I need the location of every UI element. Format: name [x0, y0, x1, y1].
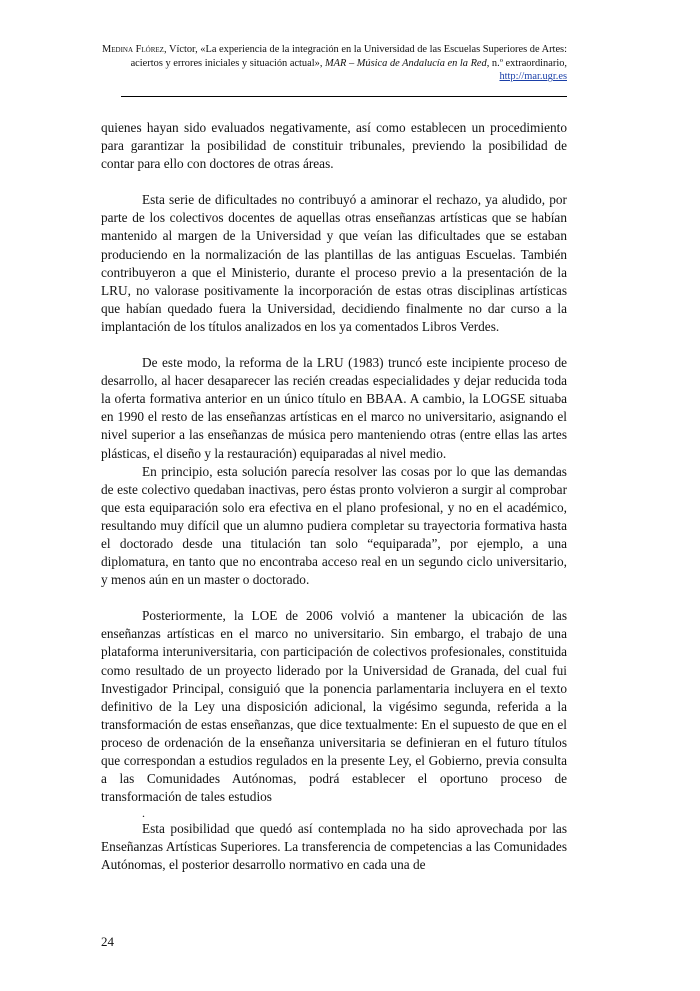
running-header [87, 43, 567, 84]
header-journal-link[interactable]: http://mar.ugr.es [499, 71, 567, 83]
paragraph: Posteriormente, la LOE de 2006 volvió a mantener la ubicación de las enseñanzas artísticas en el marco no universitario. Sin embargo, el trabajo de una plataforma interuniversitaria, con participación de colectivos profesionales, constituida como resultado de un proyecto liderado por la Universidad de Granada, del cual fui Investigador Principal, consiguió que la ponencia parlamentaria incluyera en el texto definitivo de la Ley una disposición adicional, la vigésimo segunda, referida a la transformación de estas enseñanzas, que dice textualmente: En el supuesto de que en el proceso de ordenación de la enseñanza universitaria se definieran en el futuro títulos que correspondan a estudios regulados en la presente Ley, el Gobierno, previa consulta a las Comunidades Autónomas, podrá establecer el oportuno proceso de transformación de tales estudios [101, 608, 567, 805]
body-text [101, 119, 567, 875]
header-citation: , Víctor, «La experiencia de la integración en la Universidad de las Escuelas Superiores de Artes: aciertos y errores iniciales y situación actual», [130, 44, 567, 69]
header-issue: , n.º extraordinario, [486, 57, 567, 69]
header-rule [121, 96, 567, 97]
header-journal-title: MAR – Música de Andalucía en la Red [325, 57, 487, 69]
paragraph-continuation: quienes hayan sido evaluados negativamente, así como establecen un procedimiento para garantizar la posibilidad de constituir tribunales, previendo la posibilidad de contar para ello con doctores de otras áreas. [101, 120, 567, 172]
paragraph: En principio, esta solución parecía resolver las cosas por lo que las demandas de este colectivo quedaban inactivas, pero éstas pronto volvieron a surgir al comprobar que esta equiparación solo era efectiva en el plano profesional, y no en el académico, resultando muy difícil que un alumno pudiera completar su trayectoria formativa hasta el doctorado desde una titulación tan solo “equiparada”, por ejemplo, a una diplomatura, en tanto que no encontraba acceso real en un segundo ciclo universitario, y menos aún en un master o doctorado. [101, 463, 567, 588]
paragraph: Esta posibilidad que quedó así contemplada no ha sido aprovechada por las Enseñanzas Artísticas Superiores. La transferencia de competencias a las Comunidades Autónomas, el posterior desarrollo normativo en cada una de [101, 821, 567, 873]
page-number: 24 [101, 934, 114, 949]
header-author-surname: Medina Flórez [102, 44, 164, 55]
paragraph: De este modo, la reforma de la LRU (1983) truncó este incipiente proceso de desarrollo, al hacer desaparecer las recién creadas especialidades y dejar reducida toda la oferta formativa anterior en un único título en BBAA. A cambio, la LOGSE situaba en 1990 el resto de las enseñanzas artísticas en el marco no universitario, asignando el nivel superior a las enseñanzas de música pero manteniendo otras (entre ellas las artes plásticas, el diseño y la restauración) equiparadas al nivel medio. [101, 355, 567, 461]
stray-period: . [142, 806, 145, 821]
paragraph: Esta serie de dificultades no contribuyó a aminorar el rechazo, ya aludido, por parte de los colectivos docentes de aquellas otras enseñanzas artísticas que se habían mantenido al margen de la Universidad y que veían las dificultades que se estaban produciendo en la normalización de las plantillas de las antiguas Escuelas. También contribuyeron a que el Ministerio, durante el proceso previo a la presentación de la LRU, no valorase positivamente la incorporación de estas otras disciplinas artísticas que habían quedado fuera la Universidad, decidiendo finalmente no dar curso a la implantación de los títulos analizados en los ya comentados Libros Verdes. [101, 192, 567, 334]
